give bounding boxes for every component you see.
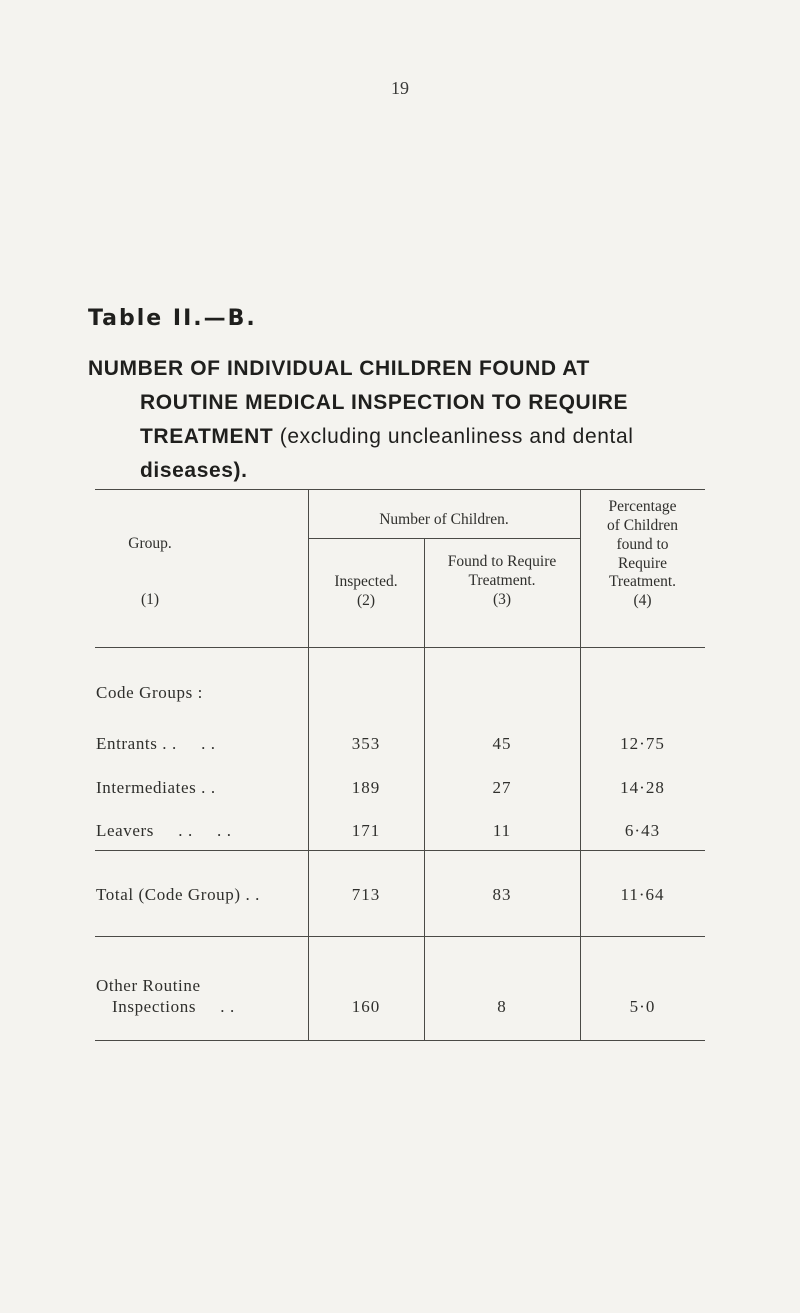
header-bottom-rule bbox=[95, 647, 705, 648]
row-other-group-line2: Inspections . . bbox=[112, 997, 235, 1016]
header-group: Group. bbox=[128, 535, 172, 552]
row-leavers-found: 11 bbox=[492, 821, 512, 840]
header-pct-line3: found to bbox=[616, 536, 669, 553]
row-other-inspected: 160 bbox=[351, 997, 381, 1016]
header-pct-line4: Require bbox=[617, 555, 668, 572]
row-entrants-found: 45 bbox=[492, 734, 512, 753]
row-total-group: Total (Code Group) . . bbox=[96, 885, 261, 904]
header-pct-line2: of Children bbox=[606, 517, 679, 534]
header-number-of-children: Number of Children. bbox=[379, 511, 509, 528]
number-of-children-rule bbox=[308, 538, 580, 539]
row-entrants-percentage: 12·75 bbox=[620, 734, 665, 753]
header-found-line2: Treatment. bbox=[468, 572, 536, 589]
row-leavers-group: Leavers . . . . bbox=[96, 821, 232, 840]
row-intermediates-found: 27 bbox=[492, 778, 512, 797]
header-group-num: (1) bbox=[140, 591, 160, 608]
row-other-found: 8 bbox=[497, 997, 507, 1016]
table-label: Table II.—B. bbox=[88, 306, 257, 331]
row-total-percentage: 11·64 bbox=[620, 885, 665, 904]
row-entrants-group: Entrants . . . . bbox=[96, 734, 216, 753]
row-entrants-inspected: 353 bbox=[351, 734, 381, 753]
row-total-found: 83 bbox=[492, 885, 512, 904]
header-pct-num: (4) bbox=[633, 592, 652, 609]
row-other-percentage: 5·0 bbox=[629, 997, 656, 1016]
heading-line-3-rest: (excluding uncleanliness and dental bbox=[273, 425, 634, 448]
section-label-code-groups: Code Groups : bbox=[96, 683, 203, 702]
row-intermediates-group: Intermediates . . bbox=[96, 778, 216, 797]
header-inspected-num: (2) bbox=[356, 592, 376, 609]
other-top-rule bbox=[95, 936, 705, 937]
row-leavers-percentage: 6·43 bbox=[624, 821, 661, 840]
row-total-inspected: 713 bbox=[351, 885, 381, 904]
row-other-group-line1: Other Routine bbox=[96, 976, 201, 995]
total-top-rule bbox=[95, 850, 705, 851]
heading-line-4: diseases). bbox=[140, 459, 248, 482]
header-found-num: (3) bbox=[492, 591, 512, 608]
header-found-line1: Found to Require bbox=[447, 553, 557, 570]
heading-line-3-bold: TREATMENT bbox=[140, 425, 274, 448]
page-number: 19 bbox=[391, 78, 409, 98]
header-pct-line5: Treatment. bbox=[608, 573, 677, 590]
heading-line-1: NUMBER OF INDIVIDUAL CHILDREN FOUND AT bbox=[88, 357, 590, 380]
table-bottom-rule bbox=[95, 1040, 705, 1041]
heading-line-2: ROUTINE MEDICAL INSPECTION TO REQUIRE bbox=[140, 391, 629, 414]
table-top-rule bbox=[95, 489, 705, 490]
row-intermediates-inspected: 189 bbox=[351, 778, 381, 797]
header-inspected: Inspected. bbox=[334, 573, 398, 590]
header-pct-line1: Percentage bbox=[608, 498, 677, 515]
row-leavers-inspected: 171 bbox=[351, 821, 381, 840]
row-intermediates-percentage: 14·28 bbox=[620, 778, 665, 797]
